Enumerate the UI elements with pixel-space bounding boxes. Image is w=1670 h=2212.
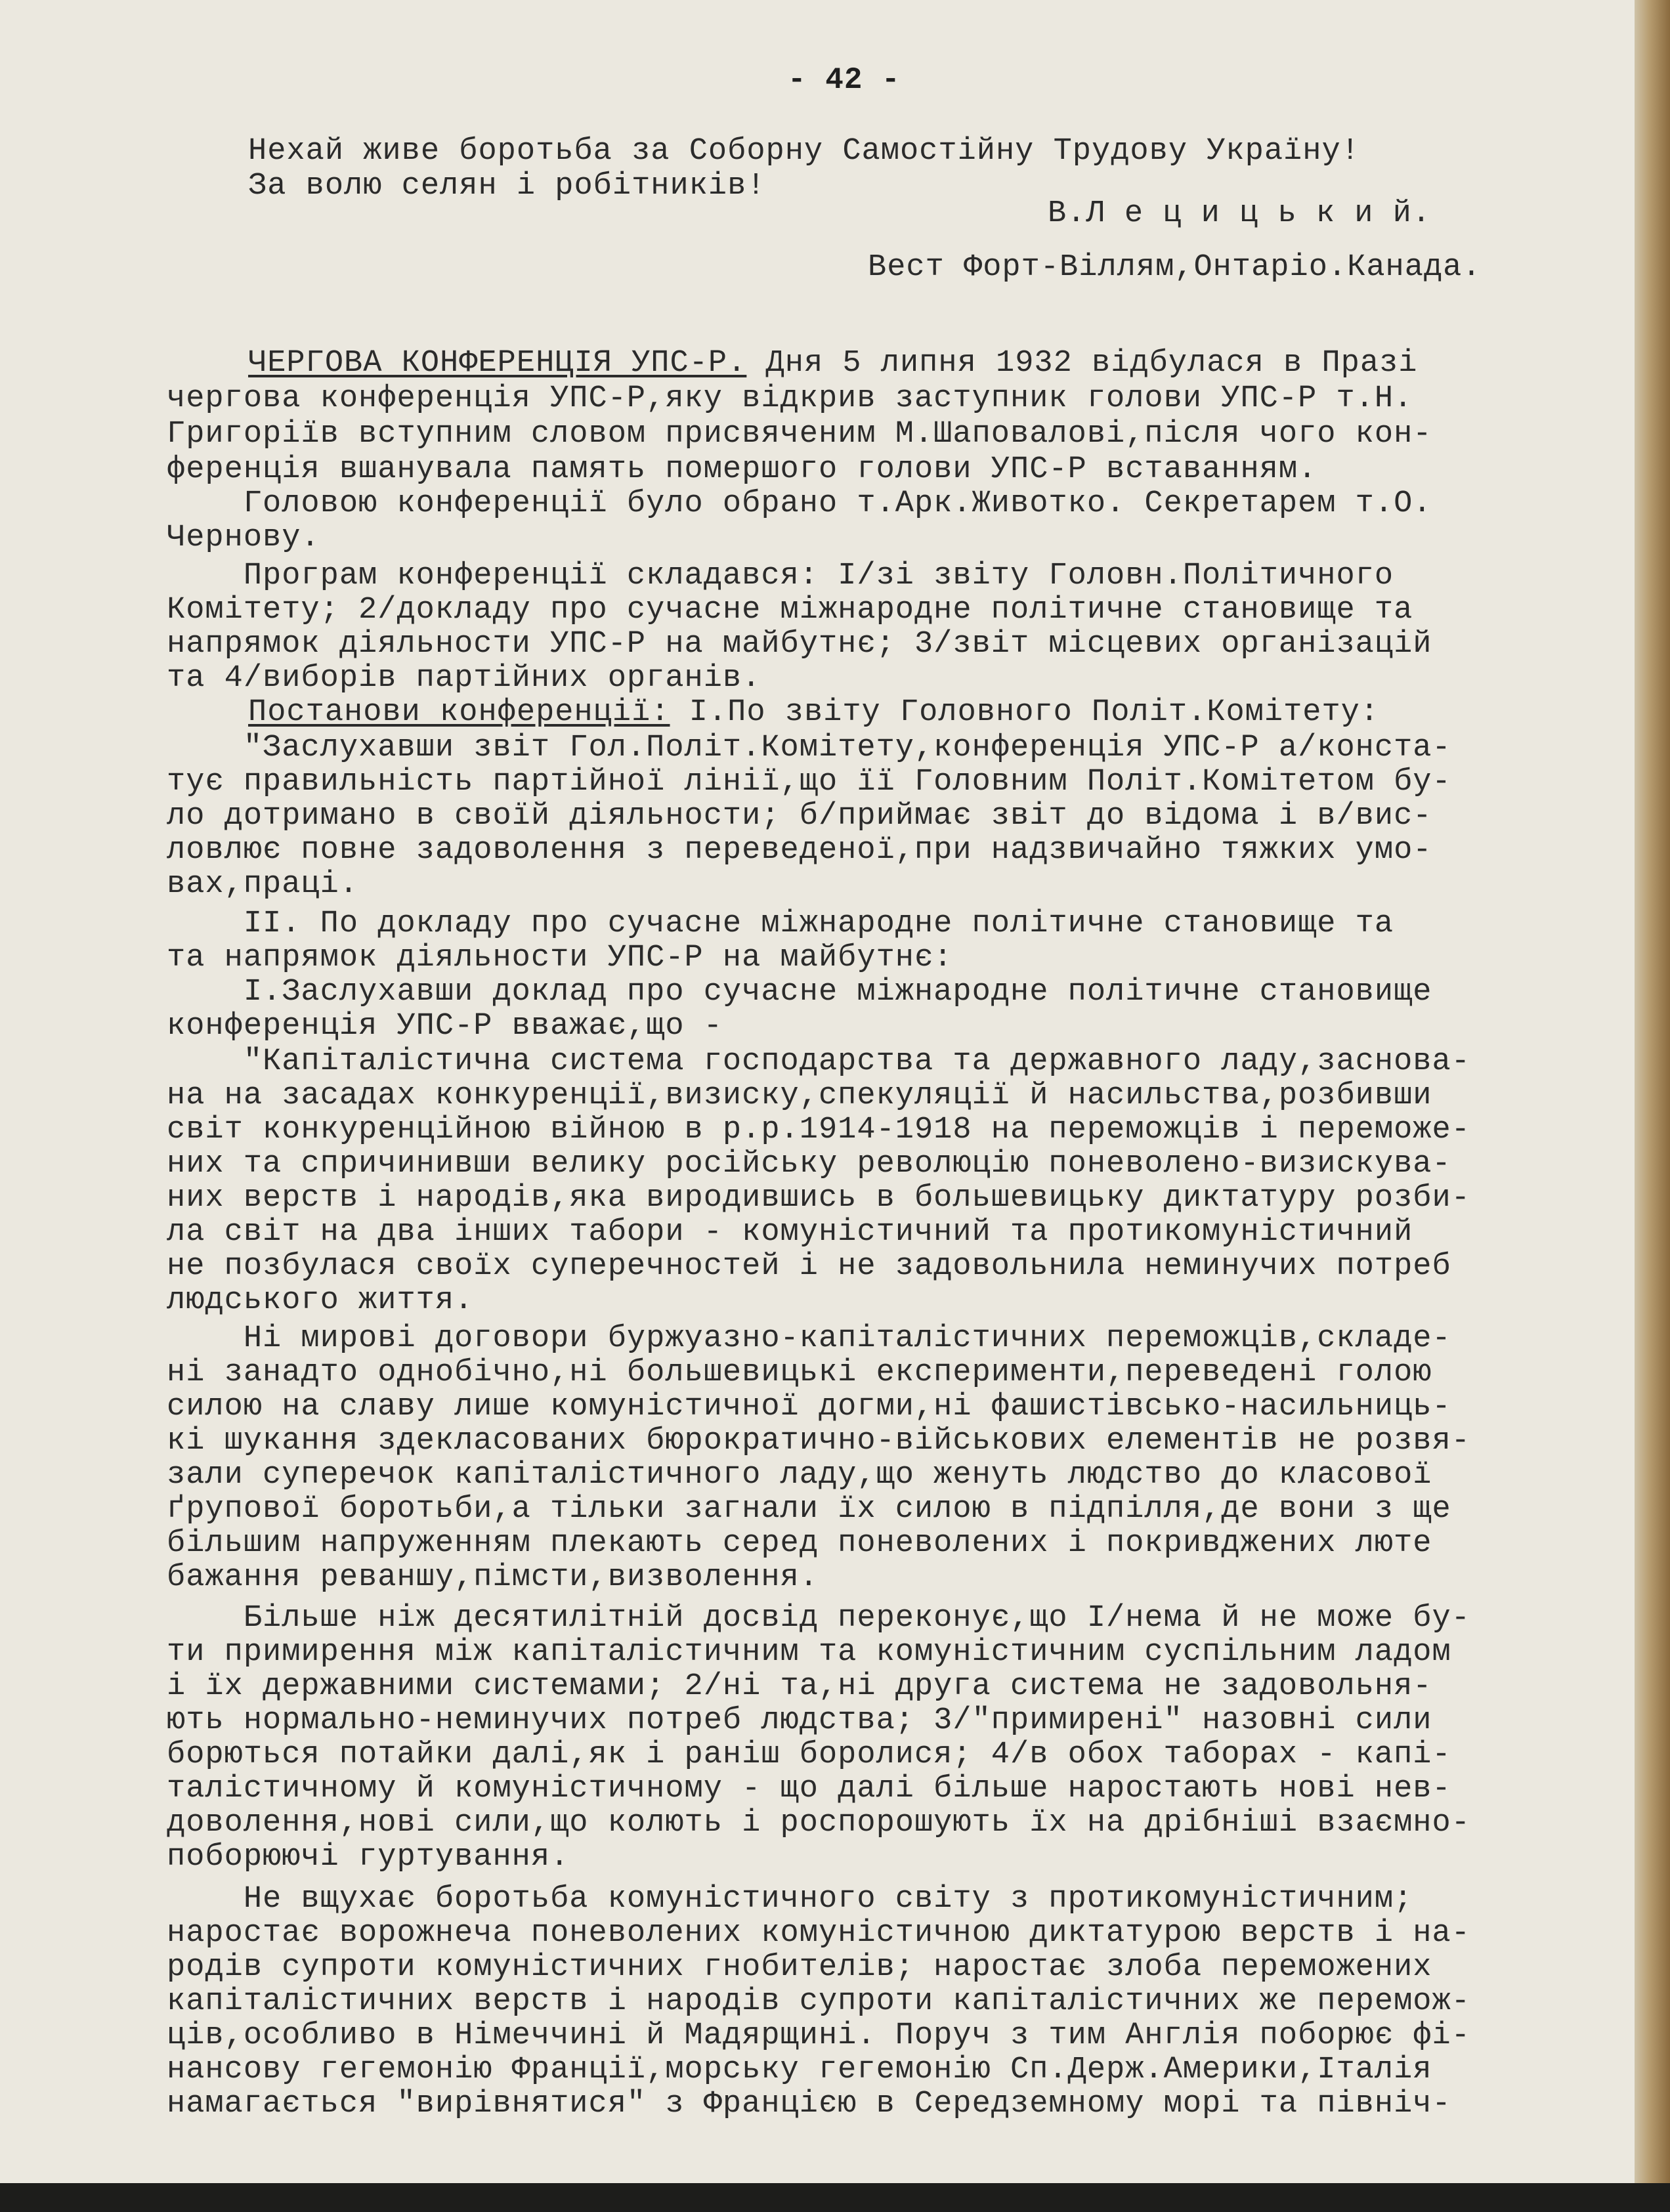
text-line: родів супроти комуністичних гнобителів; наростає злоба переможених bbox=[167, 1950, 1432, 1985]
text-line: них верств і народів,яка виродившись в большевицьку диктатуру розби- bbox=[167, 1181, 1470, 1216]
decisions-heading-line bbox=[248, 696, 1379, 730]
text-line: світ конкуренційною війною в р.р.1914-1918 на переможців і переможе- bbox=[167, 1113, 1470, 1147]
text-line: та напрямок діяльности УПС-Р на майбутнє: bbox=[167, 941, 953, 975]
text-line: Комітету; 2/докладу про сучасне міжнародне політичне становище та bbox=[167, 593, 1413, 627]
header-slogan-line: За волю селян і робітників! bbox=[248, 169, 766, 203]
text-line: ловлює повне задоволення з переведеної,при надзвичайно тяжких умо- bbox=[167, 833, 1432, 868]
text-line: більшим напруженням плекають серед поневолених і покривджених люте bbox=[167, 1526, 1432, 1561]
text-line: Григоріїв вступним словом присвяченим М.Шаповалові,після чого кон- bbox=[167, 417, 1432, 452]
text-line: та 4/виборів партійних органів. bbox=[167, 661, 761, 696]
text-line: людського життя. bbox=[167, 1283, 474, 1318]
text-line: Головою конференції було обрано т.Арк.Животко. Секретарем т.О. bbox=[167, 486, 1432, 521]
text-line: ні занадто однобічно,ні большевицькі експерименти,переведені голою bbox=[167, 1355, 1432, 1390]
decisions-heading: Постанови конференції: bbox=[248, 695, 670, 730]
text-line: зали суперечок капіталістичного ладу,що женуть людство до класової bbox=[167, 1458, 1432, 1493]
text-line: І.Заслухавши доклад про сучасне міжнародне політичне становище bbox=[167, 975, 1432, 1010]
text-line: Програм конференції складався: І/зі звіту Головн.Політичного bbox=[167, 559, 1394, 593]
text-line: напрямок діяльности УПС-Р на майбутнє; 3/звіт місцевих організацій bbox=[167, 627, 1432, 662]
text-line: силою на славу лише комуністичної догми,ні фашистівсько-насильниць- bbox=[167, 1390, 1451, 1424]
text-line: ців,особливо в Німеччині й Мадярщині. Поруч з тим Англія поборює фі- bbox=[167, 2018, 1470, 2053]
text-line: вах,праці. bbox=[167, 867, 359, 902]
text-line: і їх державними системами; 2/ні та,ні друга система не задовольня- bbox=[167, 1669, 1432, 1704]
text-line: них та спричинивши велику російську революцію поневолено-визискува- bbox=[167, 1147, 1451, 1181]
section-heading-rest: Дня 5 липня 1932 відбулася в Празі bbox=[746, 346, 1418, 381]
text-line: Ні мирові договори буржуазно-капіталістичних переможців,складе- bbox=[167, 1321, 1451, 1356]
scan-border bbox=[0, 2183, 1670, 2212]
text-line: на на засадах конкуренції,визиску,спекуляції й насильства,розбивши bbox=[167, 1078, 1432, 1113]
text-line: наростає ворожнеча поневолених комуністичною диктатурою верств і на- bbox=[167, 1916, 1470, 1951]
text-line: доволення,нові сили,що колють і роспорошують їх на дрібніші взаємно- bbox=[167, 1806, 1470, 1840]
text-line: борються потайки далі,як і раніш боролися; 4/в обох таборах - капі- bbox=[167, 1737, 1451, 1772]
text-line: ференція вшанувала память помершого голови УПС-Р вставанням. bbox=[167, 452, 1317, 487]
text-line: Не вщухає боротьба комуністичного світу з протикомуністичним; bbox=[167, 1882, 1413, 1917]
text-line: бажання реваншу,пімсти,визволення. bbox=[167, 1560, 819, 1595]
text-line: ІІ. По докладу про сучасне міжнародне політичне становище та bbox=[167, 906, 1394, 941]
text-line: не позбулася своїх суперечностей і не задовольнила неминучих потреб bbox=[167, 1249, 1451, 1284]
text-line: тує правильність партійної лінії,що її Головним Політ.Комітетом бу- bbox=[167, 765, 1451, 799]
section-heading-line bbox=[248, 347, 1418, 381]
text-line: намагається "вирівнятися" з Францією в Середземному морі та північ- bbox=[167, 2087, 1451, 2121]
text-line: Чернову. bbox=[167, 521, 320, 555]
author-location: Вест Форт-Віллям,Онтаріо.Канада. bbox=[868, 250, 1482, 285]
text-line: ла світ на два інших табори - комуністичний та протикомуністичний bbox=[167, 1215, 1413, 1250]
text-line: конференція УПС-Р вважає,що - bbox=[167, 1009, 723, 1044]
text-line: ґрупової боротьби,а тільки загнали їх силою в підпілля,де вони з ще bbox=[167, 1492, 1451, 1527]
section-heading: ЧЕРГОВА КОНФЕРЕНЦІЯ УПС-Р. bbox=[248, 346, 747, 381]
page-edge-shadow bbox=[1635, 0, 1670, 2183]
author-signature: В.Л е ц и ц ь к и й. bbox=[1048, 196, 1432, 231]
text-line: кі шукання здекласованих бюрократично-військових елементів не розвя- bbox=[167, 1424, 1470, 1458]
text-line: "Заслухавши звіт Гол.Політ.Комітету,конференція УПС-Р а/конста- bbox=[167, 731, 1451, 765]
text-line: ти примирення між капіталістичним та комуністичним суспільним ладом bbox=[167, 1635, 1451, 1670]
text-line: "Капіталістична система господарства та державного ладу,заснова- bbox=[167, 1044, 1470, 1079]
page-number: - 42 - bbox=[788, 63, 901, 97]
text-line: ють нормально-неминучих потреб людства; 3/"примирені" назовні сили bbox=[167, 1703, 1432, 1738]
header-slogan-line: Нехай живе боротьба за Соборну Самостійну Трудову Україну! bbox=[248, 134, 1360, 169]
decisions-heading-rest: І.По звіту Головного Політ.Комітету: bbox=[670, 695, 1380, 730]
text-line: чергова конференція УПС-Р,яку відкрив заступник голови УПС-Р т.Н. bbox=[167, 381, 1413, 416]
text-line: нансову гегемонію Франції,морську гегемонію Сп.Держ.Америки,Італія bbox=[167, 2052, 1432, 2087]
text-line: ло дотримано в своїй діяльности; б/приймає звіт до відома і в/вис- bbox=[167, 799, 1432, 834]
text-line: капіталістичних верств і народів супроти капіталістичних же перемож- bbox=[167, 1984, 1470, 2019]
text-line: талістичному й комуністичному - що далі більше наростають нові нев- bbox=[167, 1772, 1451, 1806]
text-line: Більше ніж десятилітній досвід переконує,що І/нема й не може бу- bbox=[167, 1601, 1470, 1636]
text-line: поборюючі гуртування. bbox=[167, 1840, 570, 1875]
